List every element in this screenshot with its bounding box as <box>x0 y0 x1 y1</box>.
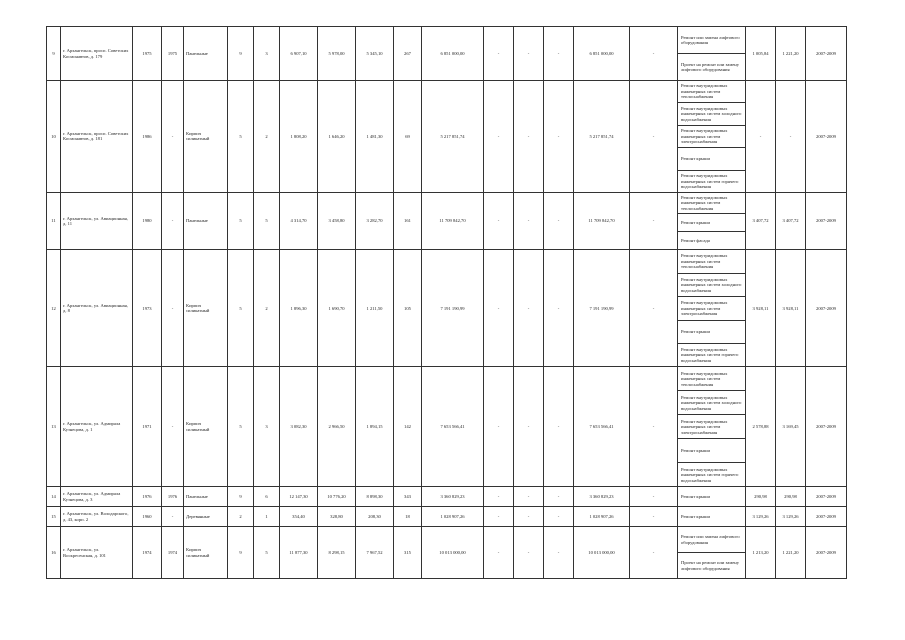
work-type-cell: Ремонт внутридомовых инженерных систем теплоснабжения <box>678 250 746 273</box>
cost-other-cell: - <box>630 27 678 81</box>
year-built-cell: 1980 <box>133 192 162 250</box>
address-cell: г. Архангельск, просп. Советских Космонавтов, д. 181 <box>61 81 133 193</box>
year-reconstructed-cell: 1975 <box>162 27 184 81</box>
row-number: 10 <box>47 81 61 193</box>
year-reconstructed-cell: - <box>162 250 184 367</box>
work-type-cell: Ремонт внутридомовых инженерных систем теплоснабжения <box>678 81 746 103</box>
period-cell: 2007-2009 <box>806 81 847 193</box>
wall-material-cell: Кирпич силикатный <box>184 81 228 193</box>
cost-local-cell: - <box>544 367 574 487</box>
wall-material-cell: Кирпич силикатный <box>184 250 228 367</box>
work-type-cell: Ремонт внутридомовых инженерных систем электроснабжения <box>678 125 746 147</box>
total-area-cell: 1 896,30 <box>280 250 318 367</box>
cost-local-cell: - <box>544 27 574 81</box>
total-area-cell: 12 147,30 <box>280 487 318 507</box>
work-type-cell: Ремонт внутридомовых инженерных систем горячего водоснабжения <box>678 463 746 487</box>
address-cell: г. Архангельск, ул. Воскресенская, д. 101 <box>61 527 133 579</box>
address-cell: г. Архангельск, ул. Авиационная, д. 11 <box>61 192 133 250</box>
living-area-private-cell: 5 345,10 <box>356 27 394 81</box>
cost-total-cell: 6 851 000,00 <box>422 27 484 81</box>
cost-federal-cell: - <box>484 250 514 367</box>
residents-cell: 161 <box>394 192 422 250</box>
unit-cost-cell: - <box>746 81 776 193</box>
year-built-cell: 1973 <box>133 250 162 367</box>
work-type-cell: Ремонт внутридомовых инженерных систем электроснабжения <box>678 415 746 439</box>
living-area-cell: 1 646,20 <box>318 81 356 193</box>
work-type-cell: Ремонт крыши <box>678 148 746 170</box>
living-area-cell: 5 978,00 <box>318 27 356 81</box>
work-type-cell: Ремонт фасада <box>678 232 746 250</box>
address-cell: г. Архангельск, просп. Советских Космонавтов, д. 179 <box>61 27 133 81</box>
work-type-cell: Ремонт крыши <box>678 320 746 343</box>
living-area-private-cell: 1 481,30 <box>356 81 394 193</box>
floors-cell: 9 <box>228 27 254 81</box>
cost-other-cell: - <box>630 367 678 487</box>
work-type-cell: Ремонт крыши <box>678 487 746 507</box>
unit-cost-cell: 3 407,72 <box>746 192 776 250</box>
wall-material-cell: Панельные <box>184 487 228 507</box>
row-number: 12 <box>47 250 61 367</box>
cost-other-cell: - <box>630 487 678 507</box>
entrances-cell: 3 <box>254 367 280 487</box>
work-type-cell: Ремонт внутридомовых инженерных систем электроснабжения <box>678 297 746 320</box>
cost-regional-cell: - <box>514 487 544 507</box>
cost-local-cell: - <box>544 192 574 250</box>
floors-cell: 9 <box>228 487 254 507</box>
max-cost-cell: 1 221,20 <box>776 527 806 579</box>
cost-total-cell: 11 709 842,70 <box>422 192 484 250</box>
year-built-cell: 1971 <box>133 367 162 487</box>
living-area-private-cell: 1 211,50 <box>356 250 394 367</box>
unit-cost-cell: 2 578,88 <box>746 367 776 487</box>
work-type-cell: Ремонт крыши <box>678 507 746 527</box>
unit-cost-cell: 3 928,11 <box>746 250 776 367</box>
cost-owners-cell: 6 851 000,00 <box>574 27 630 81</box>
max-cost-cell: 3 928,11 <box>776 250 806 367</box>
address-cell: г. Архангельск, ул. Володарского, д. 43, корп. 2 <box>61 507 133 527</box>
table-body <box>47 27 847 579</box>
living-area-cell: 328,80 <box>318 507 356 527</box>
cost-federal-cell: - <box>484 367 514 487</box>
table-row <box>47 367 847 391</box>
cost-federal-cell: - <box>484 27 514 81</box>
residents-cell: 105 <box>394 250 422 367</box>
wall-material-cell: Панельные <box>184 192 228 250</box>
cost-regional-cell: - <box>514 192 544 250</box>
row-number: 16 <box>47 527 61 579</box>
total-area-cell: 354,40 <box>280 507 318 527</box>
year-reconstructed-cell: - <box>162 507 184 527</box>
entrances-cell: 3 <box>254 27 280 81</box>
living-area-cell: 3 458,80 <box>318 192 356 250</box>
living-area-private-cell: 7 967,52 <box>356 527 394 579</box>
unit-cost-cell: 290,98 <box>746 487 776 507</box>
residents-cell: 315 <box>394 527 422 579</box>
cost-total-cell: 7 653 566,41 <box>422 367 484 487</box>
cost-federal-cell: - <box>484 507 514 527</box>
cost-federal-cell: - <box>484 527 514 579</box>
work-type-cell: Ремонт или замена лифтового оборудования <box>678 27 746 54</box>
year-reconstructed-cell: - <box>162 367 184 487</box>
year-built-cell: 1960 <box>133 507 162 527</box>
cost-local-cell: - <box>544 487 574 507</box>
year-reconstructed-cell: - <box>162 81 184 193</box>
total-area-cell: 3 082,30 <box>280 367 318 487</box>
entrances-cell: 6 <box>254 487 280 507</box>
year-built-cell: 1975 <box>133 27 162 81</box>
floors-cell: 5 <box>228 367 254 487</box>
max-cost-cell: 1 221,20 <box>776 27 806 81</box>
residents-cell: 267 <box>394 27 422 81</box>
cost-other-cell: - <box>630 192 678 250</box>
unit-cost-cell: 3 129,26 <box>746 507 776 527</box>
work-type-cell: Ремонт внутридомовых инженерных систем теплоснабжения <box>678 192 746 214</box>
period-cell: 2007-2009 <box>806 527 847 579</box>
cost-regional-cell: - <box>514 527 544 579</box>
cost-owners-cell: 7 653 566,41 <box>574 367 630 487</box>
period-cell: 2007-2009 <box>806 250 847 367</box>
living-area-private-cell: 3 282,70 <box>356 192 394 250</box>
cost-federal-cell: - <box>484 192 514 250</box>
cost-local-cell: - <box>544 81 574 193</box>
floors-cell: 5 <box>228 81 254 193</box>
cost-regional-cell: - <box>514 250 544 367</box>
cost-owners-cell: 11 709 842,70 <box>574 192 630 250</box>
living-area-private-cell: 1 894,15 <box>356 367 394 487</box>
cost-total-cell: 7 191 190,99 <box>422 250 484 367</box>
row-number: 13 <box>47 367 61 487</box>
residents-cell: 343 <box>394 487 422 507</box>
entrances-cell: 1 <box>254 507 280 527</box>
table-row <box>47 27 847 54</box>
floors-cell: 9 <box>228 527 254 579</box>
cost-other-cell: - <box>630 507 678 527</box>
floors-cell: 5 <box>228 250 254 367</box>
unit-cost-cell: 1 005,84 <box>746 27 776 81</box>
cost-other-cell: - <box>630 250 678 367</box>
max-cost-cell: 3 129,26 <box>776 507 806 527</box>
table-row <box>47 192 847 214</box>
unit-cost-cell: 1 213,20 <box>746 527 776 579</box>
cost-local-cell: - <box>544 527 574 579</box>
period-cell: 2007-2009 <box>806 192 847 250</box>
address-cell: г. Архангельск, ул. Адмирала Кузнецова, д. 1 <box>61 367 133 487</box>
work-type-cell: Проект на ремонт или замену лифтового оборудования <box>678 54 746 81</box>
table-row <box>47 250 847 273</box>
row-number: 11 <box>47 192 61 250</box>
year-reconstructed-cell: 1976 <box>162 487 184 507</box>
total-area-cell: 11 877,30 <box>280 527 318 579</box>
table-row <box>47 81 847 103</box>
max-cost-cell: 3 407,72 <box>776 192 806 250</box>
living-area-private-cell: 208,30 <box>356 507 394 527</box>
wall-material-cell: Кирпич силикатный <box>184 367 228 487</box>
work-type-cell: Ремонт или замена лифтового оборудования <box>678 527 746 553</box>
residents-cell: 142 <box>394 367 422 487</box>
document-page <box>46 26 846 575</box>
living-area-cell: 8 298,15 <box>318 527 356 579</box>
cost-regional-cell: - <box>514 27 544 81</box>
total-area-cell: 6 907,10 <box>280 27 318 81</box>
work-type-cell: Ремонт внутридомовых инженерных систем теплоснабжения <box>678 367 746 391</box>
wall-material-cell: Панельные <box>184 27 228 81</box>
address-cell: г. Архангельск, ул. Адмирала Кузнецова, д. 3 <box>61 487 133 507</box>
table-row <box>47 527 847 553</box>
max-cost-cell: - <box>776 81 806 193</box>
work-type-cell: Ремонт крыши <box>678 214 746 232</box>
cost-regional-cell: - <box>514 367 544 487</box>
period-cell: 2007-2009 <box>806 507 847 527</box>
cost-other-cell: - <box>630 81 678 193</box>
entrances-cell: 2 <box>254 250 280 367</box>
total-area-cell: 1 808,20 <box>280 81 318 193</box>
address-cell: г. Архангельск, ул. Авиационная, д. 8 <box>61 250 133 367</box>
year-reconstructed-cell: 1974 <box>162 527 184 579</box>
row-number: 14 <box>47 487 61 507</box>
cost-owners-cell: 3 360 829,23 <box>574 487 630 507</box>
max-cost-cell: 290,98 <box>776 487 806 507</box>
row-number: 15 <box>47 507 61 527</box>
work-type-cell: Ремонт внутридомовых инженерных систем горячего водоснабжения <box>678 344 746 367</box>
repair-program-table <box>46 26 847 579</box>
period-cell: 2007-2009 <box>806 487 847 507</box>
wall-material-cell: Деревянные <box>184 507 228 527</box>
cost-owners-cell: 5 217 851,74 <box>574 81 630 193</box>
entrances-cell: 5 <box>254 527 280 579</box>
year-built-cell: 1974 <box>133 527 162 579</box>
entrances-cell: 2 <box>254 81 280 193</box>
entrances-cell: 5 <box>254 192 280 250</box>
cost-local-cell: - <box>544 250 574 367</box>
cost-regional-cell: - <box>514 507 544 527</box>
work-type-cell: Ремонт крыши <box>678 439 746 463</box>
living-area-cell: 10 776,20 <box>318 487 356 507</box>
cost-regional-cell: - <box>514 81 544 193</box>
total-area-cell: 4 314,70 <box>280 192 318 250</box>
period-cell: 2007-2009 <box>806 367 847 487</box>
year-built-cell: 1986 <box>133 81 162 193</box>
cost-other-cell: - <box>630 527 678 579</box>
max-cost-cell: 3 169,45 <box>776 367 806 487</box>
living-area-cell: 2 966,50 <box>318 367 356 487</box>
period-cell: 2007-2009 <box>806 27 847 81</box>
row-number: 9 <box>47 27 61 81</box>
cost-total-cell: 3 360 829,23 <box>422 487 484 507</box>
table-row <box>47 487 847 507</box>
work-type-cell: Проект на ремонт или замену лифтового оборудования <box>678 553 746 579</box>
work-type-cell: Ремонт внутридомовых инженерных систем горячего водоснабжения <box>678 170 746 192</box>
living-area-cell: 1 690,70 <box>318 250 356 367</box>
work-type-cell: Ремонт внутридомовых инженерных систем холодного водоснабжения <box>678 103 746 125</box>
cost-owners-cell: 10 013 000,00 <box>574 527 630 579</box>
year-built-cell: 1976 <box>133 487 162 507</box>
year-reconstructed-cell: - <box>162 192 184 250</box>
cost-total-cell: 10 013 000,00 <box>422 527 484 579</box>
work-type-cell: Ремонт внутридомовых инженерных систем холодного водоснабжения <box>678 273 746 296</box>
wall-material-cell: Кирпич силикатный <box>184 527 228 579</box>
cost-local-cell: - <box>544 507 574 527</box>
table-row <box>47 507 847 527</box>
floors-cell: 5 <box>228 192 254 250</box>
cost-total-cell: 1 028 907,26 <box>422 507 484 527</box>
cost-federal-cell: - <box>484 487 514 507</box>
cost-owners-cell: 1 028 907,26 <box>574 507 630 527</box>
work-type-cell: Ремонт внутридомовых инженерных систем холодного водоснабжения <box>678 391 746 415</box>
living-area-private-cell: 8 898,30 <box>356 487 394 507</box>
cost-owners-cell: 7 191 190,99 <box>574 250 630 367</box>
cost-total-cell: 5 217 851,74 <box>422 81 484 193</box>
cost-federal-cell: - <box>484 81 514 193</box>
residents-cell: 69 <box>394 81 422 193</box>
floors-cell: 2 <box>228 507 254 527</box>
residents-cell: 18 <box>394 507 422 527</box>
